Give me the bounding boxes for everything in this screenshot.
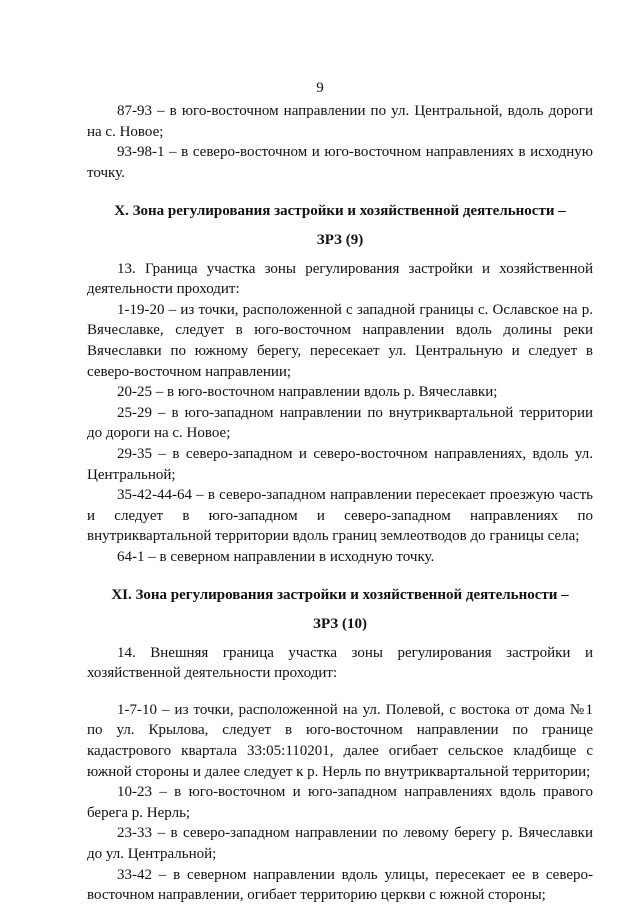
section-xi-heading: XI. Зона регулирования застройки и хозяйственной деятельности –	[111, 587, 569, 604]
section-x-zone-code: ЗРЗ (9)	[316, 231, 364, 248]
document-body	[87, 101, 593, 906]
boundary-segment-1-19-20: 1-19-20 – из точки, расположенной с западной границы с. Ославское на р. Вячеславке, следует в юго-восточном направлении вдоль долины реки Вячеславки по южному берегу, пересекает ул. Центральную и следует в северо-восточном направлении;	[87, 301, 593, 380]
boundary-segment-20-25: 20-25 – в юго-восточном направлении вдоль р. Вячеславки;	[117, 384, 498, 401]
boundary-segment-23-33: 23-33 – в северо-западном направлении по левому берегу р. Вячеславки до ул. Центральной;	[87, 825, 593, 862]
section-x-heading: X. Зона регулирования застройки и хозяйственной деятельности –	[114, 203, 566, 220]
boundary-segment-29-35: 29-35 – в северо-западном и северо-восточном направлениях, вдоль ул. Центральной;	[87, 445, 593, 483]
boundary-segment-93-98-1: 93-98-1 – в северо-восточном и юго-восточном направлениях в исходную точку.	[87, 144, 593, 181]
section-xi-intro: 14. Внешняя граница участка зоны регулирования застройки и хозяйственной деятельности проходит:	[87, 644, 593, 682]
section-xi-zone-code: ЗРЗ (10)	[313, 616, 367, 633]
boundary-segment-1-7-10: 1-7-10 – из точки, расположенной на ул. Полевой, с востока от дома №1 по ул. Крылова, следует в юго-восточном направлении по границе кадастрового квартала 33:05:110201, далее огибает сельское кладбище с южной стороны и далее следует к р. Нерль по внутриквартальной территории;	[87, 701, 593, 780]
page-number: 9	[316, 80, 324, 96]
boundary-segment-10-23: 10-23 – в юго-восточном и юго-западном направлениях вдоль правого берега р. Нерль;	[87, 784, 593, 821]
boundary-segment-25-29: 25-29 – в юго-западном направлении по внутриквартальной территории до дороги на с. Новое;	[87, 404, 593, 442]
boundary-segment-35-42-44-64: 35-42-44-64 – в северо-западном направлении пересекает проезжую часть и следует в юго-западном и северо-западном направлениях по внутриквартальной территории вдоль границ землеотводов до границы села;	[87, 487, 593, 545]
section-x-intro: 13. Граница участка зоны регулирования застройки и хозяйственной деятельности проходит:	[87, 260, 593, 298]
boundary-segment-33-42: 33-42 – в северном направлении вдоль улицы, пересекает ее в северо-восточном направлении, огибает территорию церкви с южной стороны;	[87, 866, 593, 904]
boundary-segment-87-93: 87-93 – в юго-восточном направлении по ул. Центральной, вдоль дороги на с. Новое;	[87, 103, 593, 140]
boundary-segment-64-1: 64-1 – в северном направлении в исходную точку.	[117, 548, 435, 565]
